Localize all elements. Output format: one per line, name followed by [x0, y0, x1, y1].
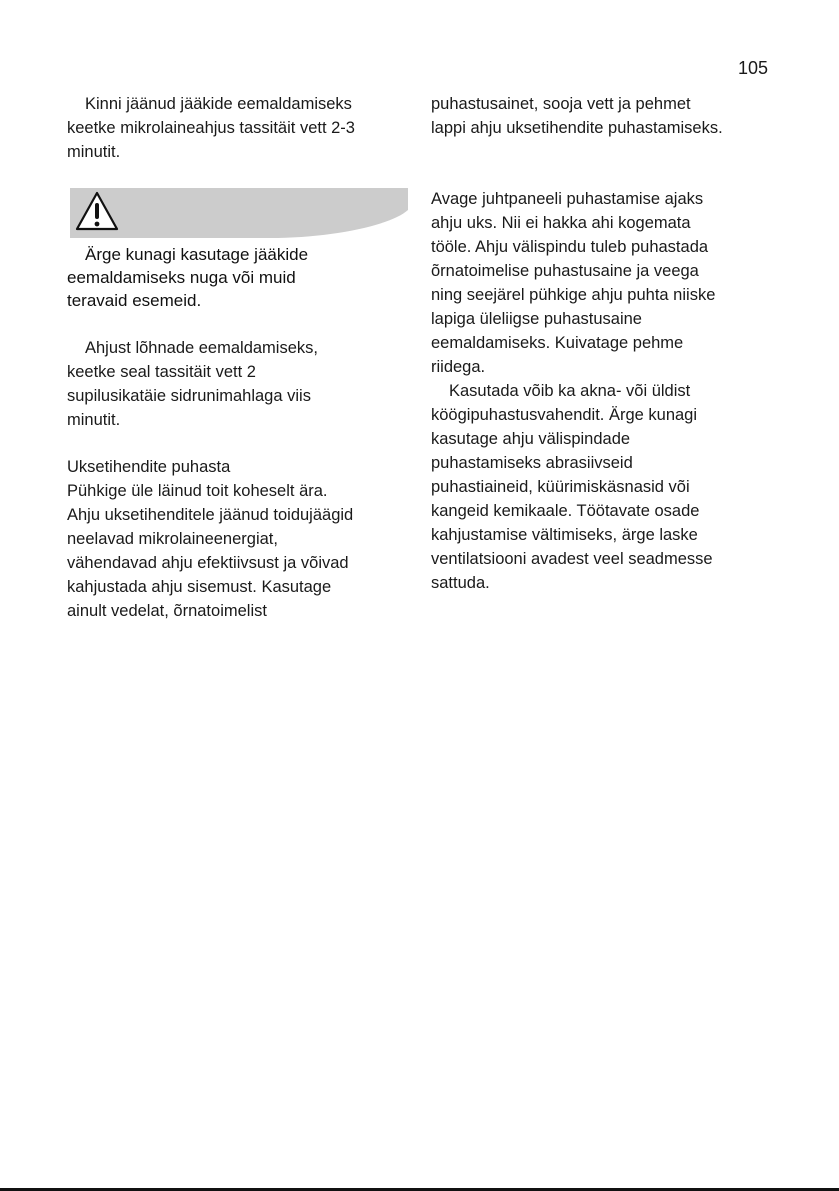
left-paragraph-1: Kinni jäänud jääkide eemaldamiseks keetke mikrolaineahjus tassitäit vett 2-3 minutit. — [67, 95, 355, 161]
section-heading: Uksetihendite puhasta — [67, 458, 231, 476]
warning-banner — [70, 188, 408, 238]
right-paragraph-2: Avage juhtpaneeli puhastamise ajaks ahju uks. Nii ei hakka ahi kogemata tööle. Ahju välispindu tuleb puhastada õrnatoimelise puhastusaine ja veega ning seejärel pühkige ahju puhta niiske lapiga üleliigse puhastusaine eemaldamiseks. Kuivatage pehme riidega. — [431, 190, 716, 376]
right-paragraph-3: Kasutada võib ka akna- või üldist köögipuhastusvahendit. Ärge kunagi kasutage ahju välispindade puhastamiseks abrasiivseid puhastiaineid, küürimiskäsnasid või kangeid kemikaale. Töötavate osade kahjustamise vältimiseks, ärge laske ventilatsiooni avadest veel seadmesse sattuda. — [431, 382, 713, 592]
left-paragraph-2: Ahjust lõhnade eemaldamiseks, keetke seal tassitäit vett 2 supilusikatäie sidrunimahlaga viis minutit. — [67, 339, 318, 429]
warning-triangle-icon — [74, 190, 120, 232]
warning-text: Ärge kunagi kasutage jääkide eemaldamiseks nuga või muid teravaid esemeid. — [67, 245, 309, 310]
right-paragraph-1-block — [431, 92, 791, 140]
left-column — [67, 92, 417, 164]
right-paragraph-2-block — [431, 187, 791, 595]
seal-cleaning-section — [67, 455, 417, 623]
left-paragraph-2-block — [67, 336, 417, 432]
left-paragraph-3: Pühkige üle läinud toit koheselt ära. Ahju uksetihenditele jäänud toidujäägid neelavad mikrolaineenergiat, vähendavad ahju efektiivsust ja võivad kahjustada ahju sisemust. Kasutage ainult vedelat, õrnatoimelist — [67, 482, 354, 620]
warning-text-block — [67, 243, 417, 312]
page-number: 105 — [738, 58, 769, 78]
right-paragraph-1: puhastusainet, sooja vett ja pehmet lappi ahju uksetihendite puhastamiseks. — [431, 95, 723, 137]
